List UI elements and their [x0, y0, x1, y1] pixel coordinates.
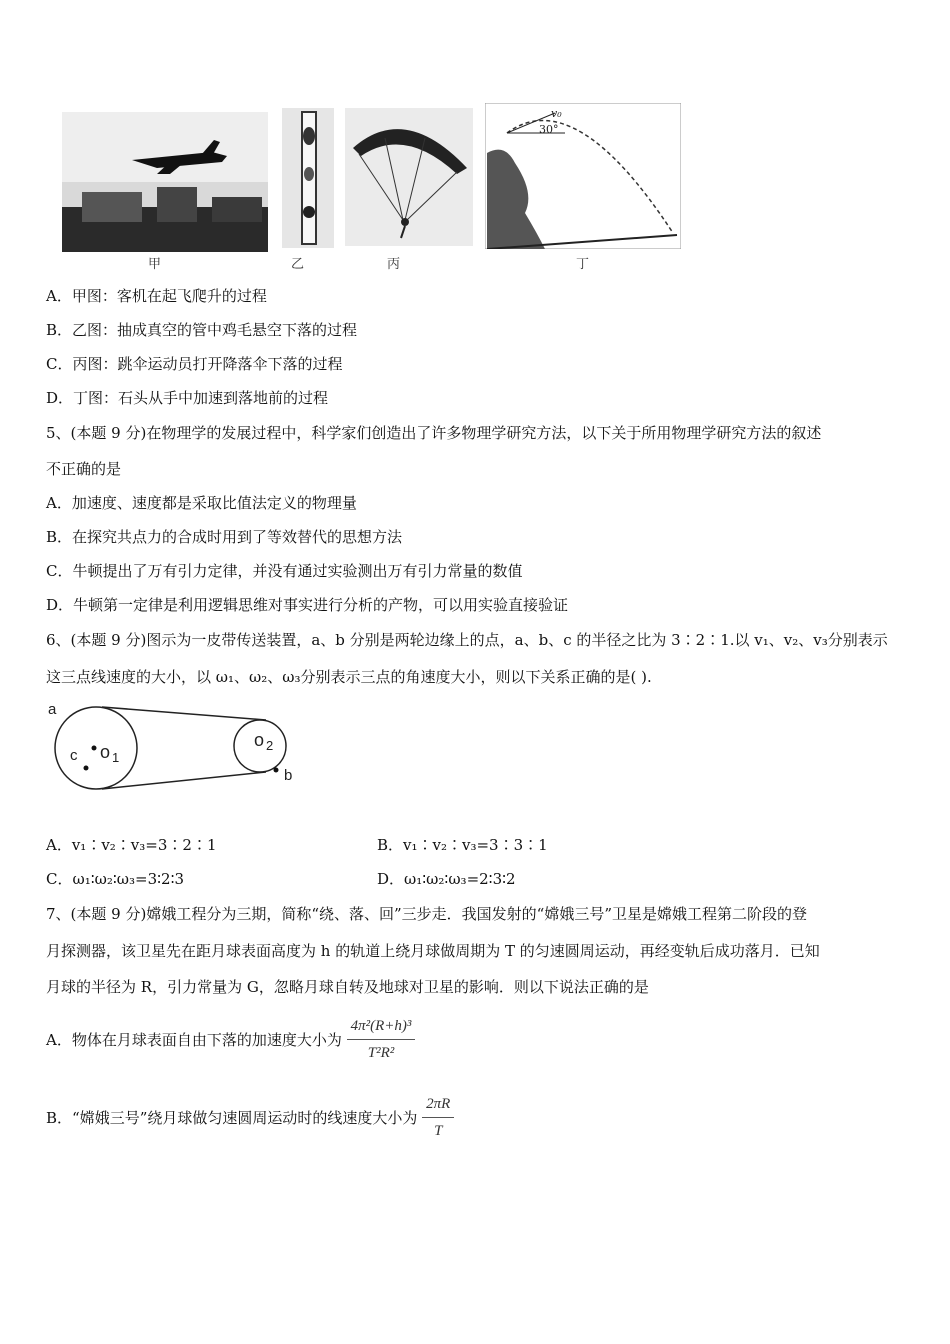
caption-yi: 乙 [291, 257, 305, 272]
q5-option-d: D．牛顿第一定律是利用逻辑思维对事实进行分析的产物，可以用实验直接验证 [46, 596, 569, 614]
q7-stem-line1: 7、(本题 9 分)嫦娥工程分为三期，简称“绕、落、回”三步走．我国发射的“嫦娥三号”卫星是嫦娥工程第二阶段的登 [46, 905, 808, 923]
q6-option-a: A．v₁∶v₂∶v₃=3∶2∶1 [46, 836, 217, 854]
label-o1-sub: 1 [112, 750, 120, 765]
q7-stem-line3: 月球的半径为 R，引力常量为 G，忽略月球自转及地球对卫星的影响．则以下说法正确的是 [46, 978, 649, 996]
q6-stem-line2: 这三点线速度的大小，以 ω₁、ω₂、ω₃分别表示三点的角速度大小，则以下关系正确的是( ). [46, 668, 652, 686]
q6-option-c: C．ω₁∶ω₂∶ω₃=3∶2∶3 [46, 870, 185, 888]
q7-option-b-fraction [422, 1094, 454, 1141]
q5-option-b: B．在探究共点力的合成时用到了等效替代的思想方法 [46, 528, 403, 546]
q5-stem-line1: 5、(本题 9 分)在物理学的发展过程中，科学家们创造出了许多物理学研究方法，以下关于所用物理学研究方法的叙述 [46, 424, 822, 442]
label-a: a [48, 701, 57, 718]
q6-option-b: B．v₁∶v₂∶v₃=3∶3∶1 [377, 836, 548, 854]
angle-label: 30° [539, 123, 559, 136]
figure-bing-parachute [345, 108, 473, 246]
label-o1: o [100, 742, 111, 762]
label-o2: o [254, 730, 265, 750]
q4-option-a: A．甲图：客机在起飞爬升的过程 [46, 287, 267, 305]
q7-option-a-numerator: 4π²(R+h)³ [347, 1016, 416, 1040]
figure-jia-airplane [62, 112, 268, 252]
q6-option-d: D．ω₁∶ω₂∶ω₃=2∶3∶2 [377, 870, 516, 888]
label-o2-sub: 2 [266, 738, 274, 753]
q4-option-c: C．丙图：跳伞运动员打开降落伞下落的过程 [46, 355, 343, 373]
q7-option-b-denominator: T [434, 1123, 443, 1139]
label-c: c [70, 747, 78, 764]
q5-option-c: C．牛顿提出了万有引力定律，并没有通过实验测出万有引力常量的数值 [46, 562, 523, 580]
q5-option-a: A．加速度、速度都是采取比值法定义的物理量 [46, 494, 357, 512]
velocity-label: v₀ [551, 107, 562, 120]
caption-ding: 丁 [576, 257, 590, 272]
q4-option-b: B．乙图：抽成真空的管中鸡毛悬空下落的过程 [46, 321, 358, 339]
q7-option-b-text: B．“嫦娥三号”绕月球做匀速圆周运动时的线速度大小为 [46, 1108, 418, 1127]
q7-option-a-fraction [347, 1016, 416, 1063]
belt-top [102, 707, 266, 720]
belt-pulley-diagram [44, 698, 304, 798]
q5-stem-line2: 不正确的是 [46, 460, 122, 478]
caption-jia: 甲 [148, 257, 162, 272]
figure-ding-stone-throw [485, 103, 681, 249]
figure-yi-vacuum-tube [282, 108, 334, 248]
q7-option-a-denominator: T²R² [367, 1045, 395, 1061]
q7-option-b-numerator: 2πR [422, 1094, 454, 1118]
q7-option-b [46, 1094, 454, 1148]
q7-option-a-text: A．物体在月球表面自由下落的加速度大小为 [46, 1030, 342, 1049]
caption-bing: 丙 [387, 257, 401, 272]
q6-stem-line1: 6、(本题 9 分)图示为一皮带传送装置，a、b 分别是两轮边缘上的点，a、b、c 的半径之比为 3∶2∶1.以 v₁、v₂、v₃分别表示 [46, 631, 888, 649]
q4-option-d: D．丁图：石头从手中加速到落地前的过程 [46, 389, 329, 407]
label-b: b [284, 767, 293, 784]
q7-stem-line2: 月探测器，该卫星先在距月球表面高度为 h 的轨道上绕月球做周期为 T 的匀速圆周运动，再经变轨后成功落月．已知 [46, 942, 820, 960]
q7-option-a [46, 1016, 415, 1070]
